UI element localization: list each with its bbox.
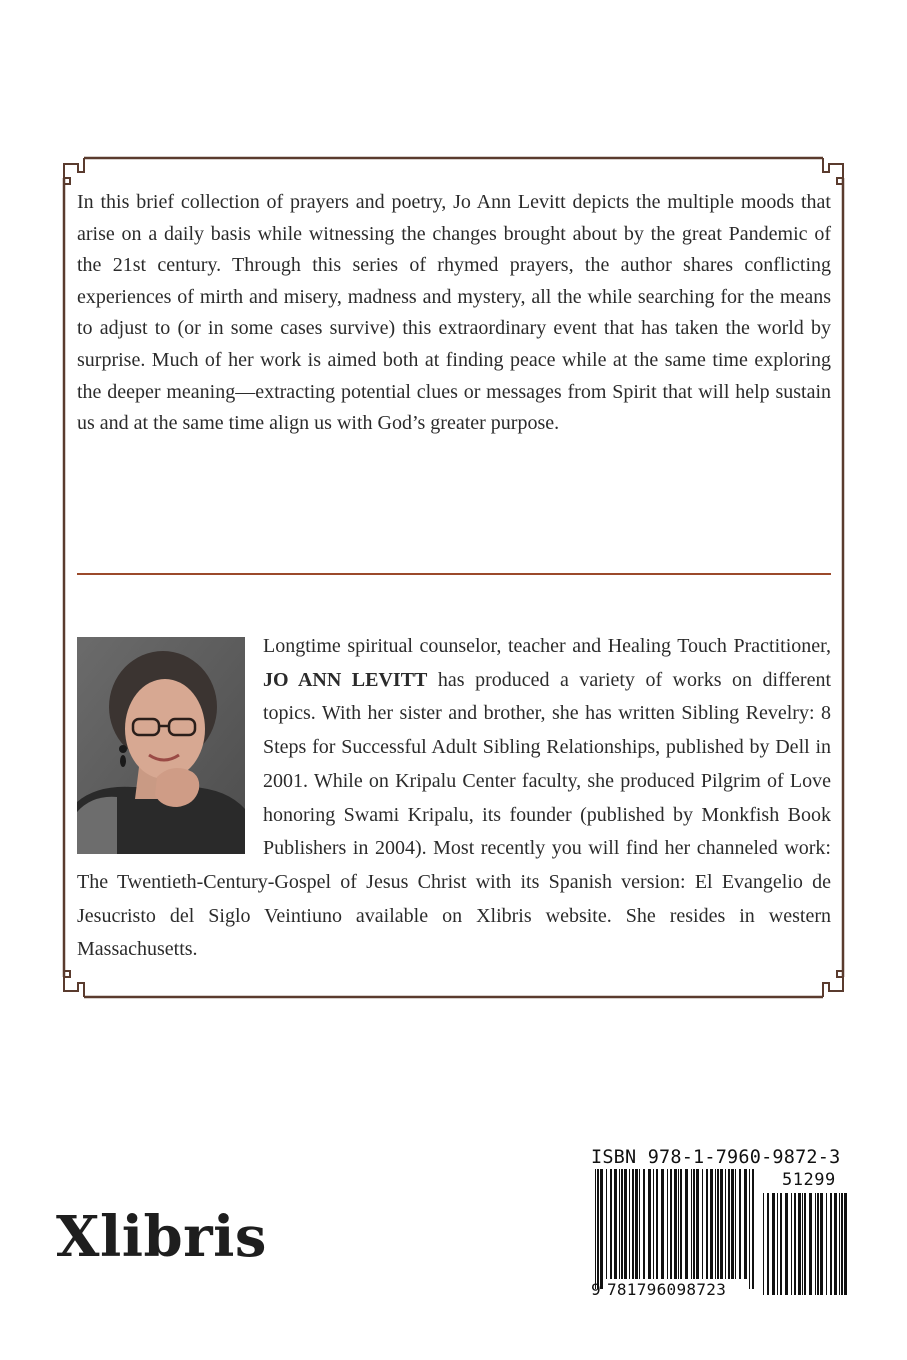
barcode-bar [648,1169,651,1279]
barcode-bar [815,1193,816,1295]
barcode-bar [653,1169,654,1279]
barcode-bar [702,1169,703,1279]
barcode-bar [744,1169,747,1279]
barcode-bar [629,1169,630,1279]
barcode-bar [752,1169,754,1289]
barcode-bar [772,1193,775,1295]
barcode-bar [614,1169,617,1279]
barcode-bar [720,1169,723,1279]
barcode-bar [785,1193,788,1295]
barcode-bar [844,1193,847,1295]
barcode-bar [621,1169,623,1279]
barcode-bar [841,1193,843,1295]
barcode-bar [639,1169,640,1279]
barcode-number [591,1282,726,1298]
barcode-bar [749,1169,750,1289]
barcode-bar [632,1169,634,1279]
barcode-bar [817,1193,819,1295]
barcode-bar [693,1169,695,1279]
barcode-bar [834,1193,837,1295]
barcode-bar [763,1193,764,1295]
barcode-bar [802,1193,803,1295]
bio-intro: Longtime spiritual counselor, teacher and Healing Touch Practitioner, [263,635,831,657]
barcode-bar [696,1169,699,1279]
publisher-logo: Xlibris [56,1204,267,1270]
barcode-bar [830,1193,832,1295]
barcode-bar [635,1169,638,1279]
barcode-bar [706,1169,708,1279]
barcode-bar [670,1169,672,1279]
photo-wrap-spacer [77,630,263,860]
barcode-bar [610,1169,612,1279]
barcode-digit-string: 781796098723 [606,1280,727,1299]
barcode-bar [809,1193,812,1295]
barcode-bar [606,1169,607,1279]
barcode-bar [597,1169,599,1289]
price-code: 51299 [782,1170,836,1190]
author-bio [77,630,831,967]
barcode-bar [643,1169,645,1279]
barcode-bar [656,1169,658,1279]
isbn-label: ISBN 978-1-7960-9872-3 [591,1147,841,1168]
barcode-lead-digit: 9 [591,1280,601,1299]
barcode-bar [791,1193,792,1295]
barcode-bar [619,1169,620,1279]
barcode-bar [661,1169,664,1279]
bio-body: has produced a variety of works on different topics. With her sister and brother, she has written Sibling Revelry: 8 Steps for Successful Adult Sibling Relationships, published by Dell in 2001. While on Kripalu Center faculty, she produced Pilgrim of Love honoring Swami Kripalu, its founder (published by Monkfish Book Publishers in 2004). Most recently you will find her channeled work: The Twentieth-Century-Gospel of Jesus Christ with its Spanish version: El Evangelio de Jesucristo del Siglo Veintiuno available on Xlibris website. She resides in western Massachusetts. [77,668,832,961]
barcode-bar [685,1169,688,1279]
author-name: JO ANN LEVITT [263,668,428,691]
barcode-bar [725,1169,726,1279]
barcode-bar [739,1169,741,1279]
barcode-bar [691,1169,692,1279]
barcode-bar [595,1169,596,1289]
barcode-bar [767,1193,769,1295]
book-blurb: In this brief collection of prayers and poetry, Jo Ann Levitt depicts the multiple moods that arise on a daily basis while witnessing the changes brought about by the great Pandemic of the 21st century. Through this series of rhymed prayers, the author shares conflicting experiences of mirth and misery, madness and mystery, all the while searching for the means to adjust to (or in some cases survive) this extraordinary event that has taken the world by surprise. Much of her work is aimed both at finding peace while at the same time exploring the deeper meaning—extracting potential clues or messages from Spirit that will help sustain us and at the same time align us with God’s greater purpose. [77,191,831,435]
barcode-bar [731,1169,734,1279]
barcode-bar [820,1193,823,1295]
barcode-bar [804,1193,806,1295]
barcode-bar [600,1169,603,1289]
barcode-bar [735,1169,736,1279]
barcode-bar [674,1169,677,1279]
barcode-bar [715,1169,716,1279]
barcode-bar [678,1169,679,1279]
barcode-bar [667,1169,668,1279]
barcode-bar [826,1193,827,1295]
section-divider [77,573,831,575]
barcode-bar [710,1169,713,1279]
barcode-bar [839,1193,840,1295]
barcode-bar [798,1193,801,1295]
barcode-bar [794,1193,796,1295]
barcode-bar [624,1169,627,1279]
barcode-bar [777,1193,778,1295]
barcode-bar [728,1169,730,1279]
barcode-bar [717,1169,719,1279]
barcode-bar [680,1169,682,1279]
barcode-bar [780,1193,782,1295]
